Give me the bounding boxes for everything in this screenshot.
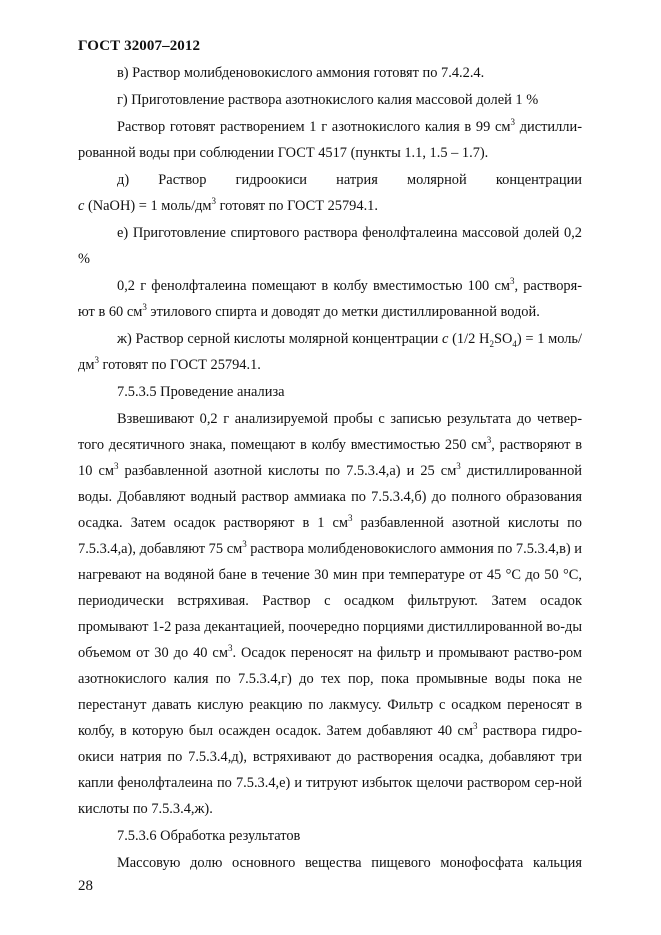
paragraph-g: г) Приготовление раствора азотнокислого калия массовой долей 1 % [117,92,539,108]
section-heading-results: 7.5.3.6 Обработка результатов [117,828,301,844]
section-heading-analysis: 7.5.3.5 Проведение анализа [117,384,285,400]
paragraph-phenolphthalein: 0,2 г фенолфталеина помещают в колбу вместимостью 100 $см^3$, растворя-ют в 60 $см^3$ этилового спирта и доводят до метки дистиллированной водой. [78,276,582,320]
paragraph-v: в) Раствор молибденовокислого аммония готовят по 7.4.2.4. [117,65,485,81]
document-body [78,60,582,876]
paragraph-zh: ж) Раствор серной кислоты молярной концентрации c (1/2 $H_2SO_4) = 1$ моль/$дм^3$ готовят по ГОСТ 25794.1. [78,331,582,373]
paragraph-results: Массовую долю основного вещества пищевого монофосфата кальция [117,855,582,871]
page-number: 28 [78,878,93,894]
paragraph-analysis: Взвешивают 0,2 г анализируемой пробы с записью результата до четвер-того десятичного знака, помещают в колбу вместимостью 250 $см^3$, растворяют в 10 $см^3$ разбавленной азотной кислоты по 7.5.3.4,а) и 25 $см^3$ дистиллированной воды. Добавляют водный раствор аммиака по 7.5.3.4,б) до полного образования осадка. Затем осадок растворяют в 1 $см^3$ разбавленной азотной кислоты по 7.5.3.4,а), добавляют 75 $см^3$ раствора молибденовокислого аммония по 7.5.3.4,в) и нагревают на водяной бане в течение 30 мин при температуре от 45 °С до 50 °С, периодически встряхивая. Раствор с осадком фильтруют. Затем осадок промывают 1-2 раза декантацией, поочередно порциями дистиллированной во-ды объемом от 30 до 40 $см^3$. Осадок переносят на фильтр и промывают раство-ром азотнокислого калия по 7.5.3.4,г) до тех пор, пока промывные воды пока не перестанут давать кислую реакцию по лакмусу. Фильтр с осадком переносят в колбу, в которую был осажден осадок. Затем добавляют 40 $см^3$ раствора гидро-окиси натрия по 7.5.3.4,д), встряхивают до растворения осадка, добавляют три капли фенолфталеина по 7.5.3.4,е) и титруют избыток щелочи раствором сер-ной кислоты по 7.5.3.4,ж). [78,411,582,817]
paragraph-potassium-nitrate: Раствор готовят растворением 1 г азотнокислого калия в 99 $см^3$ дистилли-рованной воды при соблюдении ГОСТ 4517 (пункты 1.1, 1.5 – 1.7). [78,117,582,161]
standard-header: ГОСТ 32007–2012 [78,38,201,54]
paragraph-e: е) Приготовление спиртового раствора фенолфталеина массовой долей 0,2 % [78,225,582,267]
paragraph-d: д) Раствор гидроокиси натрия молярной концентрации [117,172,582,188]
superscript: 3 [510,117,516,128]
paragraph-d-cont: c (NaOH) = 1 моль/$дм^3$ готовят по ГОСТ 25794.1. [78,196,378,214]
